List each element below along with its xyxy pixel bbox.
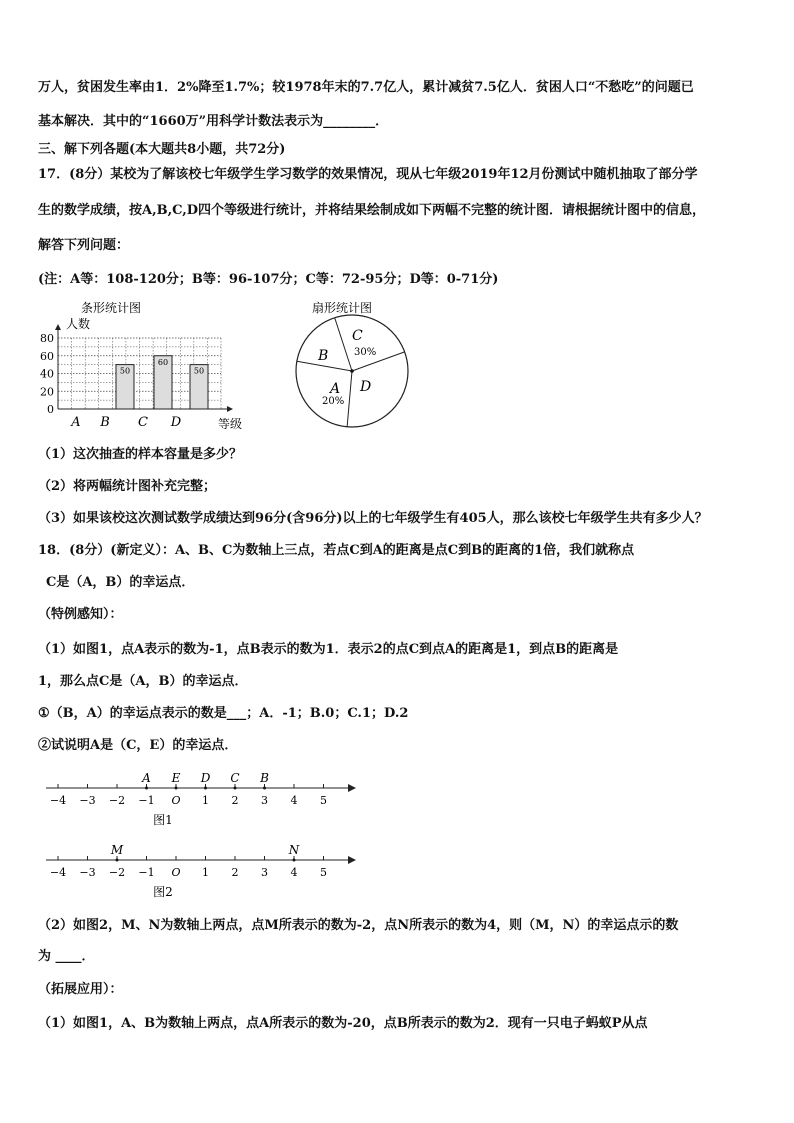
point-label-N: N	[288, 843, 300, 857]
tick-label: 4	[290, 866, 298, 879]
caption: 图2	[153, 885, 173, 899]
bar-ytick-label: 0	[47, 403, 54, 416]
bar-ytick-label: 80	[40, 332, 54, 345]
pie-pct-C: 30%	[354, 347, 377, 358]
point-B	[263, 787, 266, 790]
bar-chart-ylabel: 人数	[66, 317, 91, 331]
q18-line-3: （特例感知）：	[38, 607, 123, 622]
tick-label: 5	[320, 794, 327, 807]
bar-x-arrow	[227, 406, 233, 412]
tick-label: −3	[79, 794, 96, 807]
point-A	[145, 787, 148, 790]
tick-label: −2	[108, 794, 126, 807]
q18-line-11: （1）如图1，A、B为数轴上两点，点A所表示的数为-20，点B所表示的数为2．现有一只电子蚂蚁P从点	[38, 1016, 648, 1031]
bar-y-arrow	[55, 324, 61, 330]
tick-label: 5	[320, 866, 327, 879]
pie-label-B: B	[318, 348, 329, 364]
point-C	[234, 787, 237, 790]
point-E	[175, 787, 178, 790]
number-line-2-content	[46, 843, 356, 899]
q18-line-4: （1）如图1，点A表示的数为-1，点B表示的数为1．表示2的点C到点A的距离是1，到点B的距离是	[38, 642, 619, 657]
tick-label: 4	[290, 794, 298, 807]
tick-label: −1	[138, 866, 155, 879]
tick-label: O	[171, 794, 181, 807]
point-label-D: D	[200, 771, 211, 785]
point-M	[116, 859, 119, 862]
pie-chart-title: 扇形统计图	[312, 301, 373, 315]
tick-label: 2	[231, 794, 239, 807]
bar-ytick-label: 20	[40, 385, 54, 399]
q17-line-1: 17．(8分）某校为了解该校七年级学生学习数学的效果情况，现从七年级2019年12月份测试中随机抽取了部分学	[38, 167, 698, 182]
bar-chart-xlabel: 等级	[218, 417, 243, 431]
q17-note: (注：A等：108-120分；B等：96-107分；C等：72-95分；D等：0-71分)	[38, 272, 499, 287]
point-label-M: M	[110, 843, 124, 857]
pie-slice-boundary	[335, 318, 352, 371]
tick-label: 2	[231, 866, 239, 879]
bar-chart-yticks	[40, 332, 54, 416]
tick-label: 3	[261, 794, 268, 807]
q17-sub-1: （1）这次抽查的样本容量是多少？	[38, 447, 243, 462]
bar-xtick-label: D	[170, 415, 182, 430]
point-label-A: A	[142, 771, 151, 785]
point-label-B: B	[260, 771, 269, 785]
pie-label-D: D	[360, 379, 372, 395]
tick-label: −3	[79, 866, 96, 879]
pie-slice-boundary	[347, 371, 352, 427]
tick-label: −4	[49, 866, 67, 879]
pie-center	[350, 369, 354, 373]
bar-value-label: 50	[193, 366, 205, 376]
caption: 图1	[153, 813, 173, 827]
q17-sub-2: （2）将两幅统计图补充完整；	[38, 479, 217, 494]
pie-pct-A: 20%	[322, 396, 345, 407]
point-N	[293, 859, 296, 862]
line-1: 万人，贫困发生率由1．2%降至1.7%；较1978年末的7.7亿人，累计减贫7.5亿人．贫困人口“不愁吃”的问题已	[38, 80, 694, 95]
tick-label: 1	[202, 794, 209, 807]
number-line-1	[38, 764, 368, 830]
point-label-C: C	[230, 771, 240, 785]
point-label-E: E	[171, 771, 181, 785]
bar-chart-title: 条形统计图	[81, 301, 142, 315]
bar-value-label: 50	[119, 366, 131, 376]
q18-line-8: （2）如图2，M、N为数轴上两点，点M所表示的数为-2，点N所表示的数为4，则（M，N）的幸运点示的数	[38, 918, 679, 933]
tick-label: −2	[108, 866, 126, 879]
bar-ytick-label: 60	[40, 349, 54, 363]
bar-chart	[36, 298, 266, 433]
pie-label-A: A	[330, 381, 341, 397]
bar-chart-xlabels	[70, 415, 181, 430]
q18-line-5: 1，那么点C是（A，B）的幸运点．	[38, 674, 248, 689]
q17-sub-3: （3）如果该校这次测试数学成绩达到96分(含96分)以上的七年级学生有405人，那么该校七年级学生共有多少人？	[38, 511, 708, 526]
number-line-1-content	[46, 771, 356, 827]
q18-line-7: ②试说明A是（C，E）的幸运点．	[38, 738, 238, 753]
section-heading: 三、解下列各题(本大题共8小题，共72分)	[38, 142, 286, 157]
q18-line-6: ①（B，A）的幸运点表示的数是___；A．-1；B.0；C.1；D.2	[38, 706, 409, 721]
tick-label: −4	[49, 794, 67, 807]
bar-chart-bars	[116, 356, 208, 409]
q18-line-10: （拓展应用）：	[38, 982, 123, 997]
axis-arrow	[348, 784, 356, 792]
q18-line-9: 为 ____．	[38, 949, 95, 964]
point-D	[204, 787, 207, 790]
tick-label: O	[171, 866, 181, 879]
number-line-2	[38, 836, 368, 906]
bar-xtick-label: C	[138, 415, 148, 430]
tick-label: −1	[138, 794, 155, 807]
pie-chart	[290, 298, 420, 433]
q18-line-2: C是（A，B）的幸运点．	[46, 575, 195, 590]
line-2: 基本解决．其中的“1660万”用科学计数法表示为________．	[38, 114, 389, 129]
bar-xtick-label: A	[71, 415, 81, 430]
pie-label-C: C	[352, 328, 363, 344]
q18-line-1: 18．(8分）(新定义）：A、B、C为数轴上三点，若点C到A的距离是点C到B的距离的1倍，我们就称点	[38, 543, 635, 558]
bar-xtick-label: B	[100, 415, 110, 430]
tick-label: 3	[261, 866, 268, 879]
q17-line-2: 生的数学成绩，按A,B,C,D四个等级进行统计，并将结果绘制成如下两幅不完整的统计图．请根据统计图中的信息，	[38, 203, 706, 218]
axis-arrow	[348, 856, 356, 864]
bar-value-label: 60	[157, 357, 169, 367]
q17-line-3: 解答下列问题：	[38, 238, 130, 253]
tick-label: 1	[202, 866, 209, 879]
bar-ytick-label: 40	[40, 367, 54, 381]
